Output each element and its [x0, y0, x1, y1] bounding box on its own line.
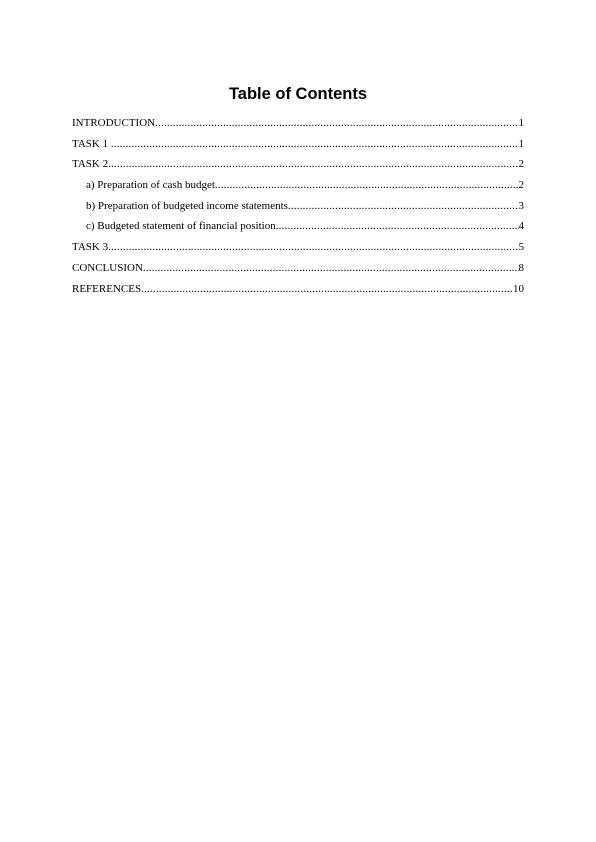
- toc-entry-page-number: 1: [518, 117, 524, 129]
- toc-dot-leader: [111, 137, 519, 151]
- toc-entry-label: TASK 2: [72, 158, 109, 171]
- toc-entry-page-number: 3: [518, 199, 524, 212]
- toc-entry-label: TASK 1: [72, 137, 111, 150]
- toc-dot-leader: [108, 240, 518, 254]
- toc-dot-leader: [141, 282, 513, 296]
- toc-entry-label: b) Preparation of budgeted income statements: [86, 199, 288, 212]
- toc-entry-label: TASK 3: [72, 241, 109, 254]
- toc-entry-budgeted-income-statements[interactable]: [72, 199, 524, 220]
- toc-title: Table of Contents: [228, 85, 368, 103]
- toc-entry-page-number: 2: [518, 158, 524, 171]
- toc-entry-label: CONCLUSION: [72, 261, 143, 274]
- toc-entry-page-number: 10: [513, 282, 524, 295]
- toc-entry-label: a) Preparation of cash budget: [86, 179, 215, 192]
- toc-entry-task-3[interactable]: [72, 240, 524, 261]
- toc-entry-label: INTRODUCTION: [72, 117, 156, 129]
- toc-dot-leader: [155, 116, 518, 130]
- toc-dot-leader: [143, 261, 519, 275]
- toc-entry-cash-budget[interactable]: [72, 178, 524, 199]
- toc-entry-label: REFERENCES: [72, 282, 142, 295]
- toc-entry-conclusion[interactable]: [72, 261, 524, 282]
- toc-dot-leader: [276, 219, 519, 233]
- toc-entry-page-number: 4: [518, 220, 524, 233]
- toc-entry-budgeted-financial-position[interactable]: [72, 219, 524, 240]
- toc-list: [72, 116, 524, 302]
- toc-entry-page-number: 1: [518, 137, 524, 150]
- toc-entry-references[interactable]: [72, 282, 524, 303]
- toc-dot-leader: [288, 199, 519, 213]
- toc-entry-introduction[interactable]: [72, 116, 524, 137]
- toc-entry-label: c) Budgeted statement of financial position: [86, 220, 276, 233]
- toc-dot-leader: [215, 178, 519, 192]
- toc-entry-task-1[interactable]: [72, 137, 524, 158]
- toc-entry-page-number: 2: [518, 179, 524, 192]
- toc-entry-page-number: 5: [518, 241, 524, 254]
- toc-entry-page-number: 8: [518, 261, 524, 274]
- toc-dot-leader: [108, 157, 518, 171]
- toc-entry-task-2[interactable]: [72, 157, 524, 178]
